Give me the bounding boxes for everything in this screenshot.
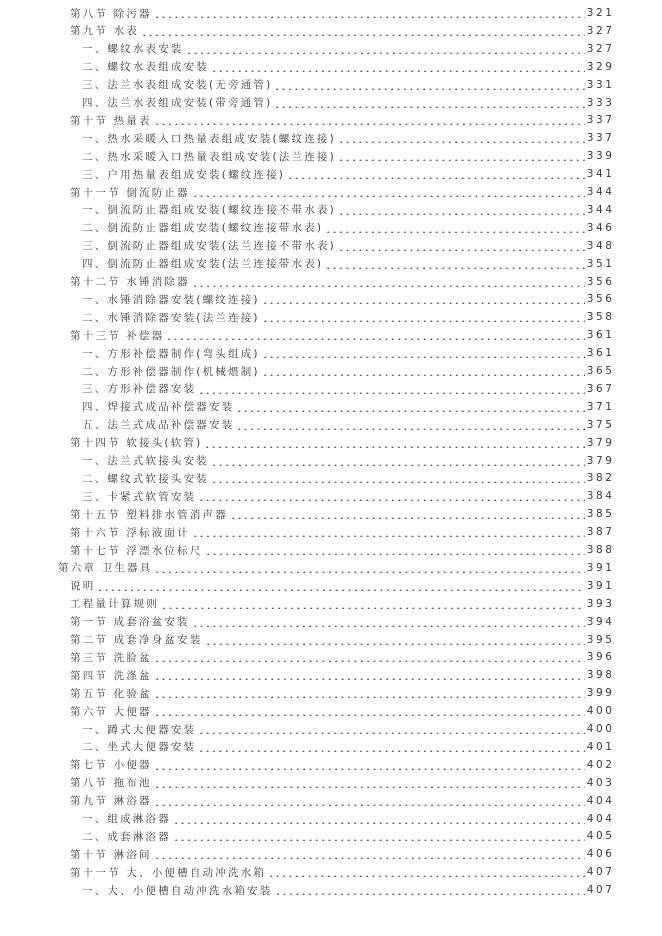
toc-subsection-entry bbox=[82, 487, 615, 505]
toc-entry-title: 四、倒流防止器组成安装(法兰连接带水表) bbox=[82, 258, 324, 271]
toc-section-entry bbox=[70, 845, 615, 863]
toc-section-entry bbox=[70, 505, 615, 523]
toc-entry-title: 第六节 大便器 bbox=[70, 705, 152, 718]
dot-leader bbox=[287, 169, 585, 179]
toc-entry-title: 二、方形补偿器制作(机械煨制) bbox=[82, 365, 260, 378]
toc-page-number: 327 bbox=[586, 24, 615, 37]
toc-entry-title: 第十四节 软接头(软管) bbox=[70, 437, 203, 450]
toc-section-entry bbox=[70, 631, 615, 649]
dot-leader bbox=[192, 617, 585, 627]
toc-entry-title: 一、水锤消除器安装(螺纹连接) bbox=[82, 293, 260, 306]
toc-entry-title: 第十六节 浮标液面计 bbox=[70, 526, 190, 539]
toc-entry-title: 第十节 热量表 bbox=[70, 114, 152, 127]
toc-subsection-entry bbox=[82, 827, 615, 845]
toc-page-number: 344 bbox=[586, 186, 615, 198]
toc-entry-title: 第九节 水表 bbox=[70, 25, 140, 38]
toc-entry-title: 第十二节 水锤消除器 bbox=[70, 276, 190, 288]
toc-entry-title: 第一节 成套浴盆安装 bbox=[70, 616, 190, 629]
toc-page-number: 406 bbox=[586, 848, 615, 861]
dot-leader bbox=[262, 366, 585, 376]
toc-section-entry bbox=[70, 702, 615, 720]
toc-subsection-entry bbox=[82, 255, 615, 273]
toc-subsection-entry bbox=[82, 362, 615, 380]
toc-page-number: 384 bbox=[586, 490, 615, 503]
toc-subsection-entry bbox=[82, 469, 615, 487]
toc-page-number: 371 bbox=[586, 400, 615, 413]
toc-page-number: 361 bbox=[586, 347, 615, 360]
toc-entry-title: 一、组成淋浴器 bbox=[82, 813, 171, 825]
toc-page-number: 358 bbox=[586, 311, 615, 324]
toc-entry-title: 一、倒流防止器组成安装(螺纹连接不带水表) bbox=[82, 204, 336, 217]
toc-page-number: 393 bbox=[586, 597, 615, 610]
toc-section-entry bbox=[70, 523, 615, 541]
toc-page-number: 339 bbox=[586, 150, 615, 163]
dot-leader bbox=[192, 527, 585, 537]
toc-section-entry bbox=[70, 22, 615, 40]
toc-section-entry bbox=[70, 774, 615, 792]
toc-page-number: 391 bbox=[586, 561, 615, 574]
toc-section-entry bbox=[70, 4, 615, 22]
toc-entry-title: 二、水锤消除器安装(法兰连接) bbox=[82, 311, 260, 324]
dot-leader bbox=[154, 563, 584, 573]
toc-page-number: 331 bbox=[586, 78, 615, 91]
toc-entry-title: 第十七节 浮漂水位标尺 bbox=[70, 544, 203, 557]
toc-page-number: 396 bbox=[586, 651, 615, 664]
toc-page-number: 403 bbox=[586, 776, 615, 789]
dot-leader bbox=[154, 778, 585, 788]
dot-leader bbox=[205, 635, 585, 645]
toc-entry-title: 一、螺纹水表安装 bbox=[82, 43, 184, 56]
toc-page-number: 401 bbox=[586, 740, 615, 753]
toc-entry-title: 第四节 洗涤盆 bbox=[70, 669, 152, 682]
toc-entry-title: 三、户用热量表组成安装(螺纹连接) bbox=[82, 168, 286, 181]
toc-page-number: 400 bbox=[586, 723, 615, 735]
toc-entry-title: 第五节 化验盆 bbox=[70, 687, 152, 700]
toc-subsection-entry bbox=[82, 738, 615, 756]
toc-page-number: 387 bbox=[586, 526, 615, 539]
toc-entry-title: 一、大、小便槽自动冲洗水箱安装 bbox=[82, 884, 273, 897]
toc-page-number: 327 bbox=[586, 42, 615, 55]
dot-leader bbox=[211, 62, 585, 72]
toc-page-number: 402 bbox=[586, 758, 615, 771]
toc-page-number: 321 bbox=[586, 7, 615, 19]
dot-leader bbox=[154, 115, 585, 125]
toc-subsection-entry bbox=[82, 720, 615, 738]
toc-subsection-entry bbox=[82, 165, 615, 183]
toc-entry-title: 第十三节 补偿器 bbox=[70, 329, 165, 342]
toc-page-number: 379 bbox=[586, 436, 615, 449]
toc-entry-title: 第十节 淋浴间 bbox=[70, 848, 152, 861]
toc-page-number: 388 bbox=[586, 544, 615, 556]
dot-leader bbox=[211, 456, 585, 466]
toc-entry-title: 第八节 拖布池 bbox=[70, 777, 152, 790]
dot-leader bbox=[262, 348, 585, 358]
toc-subsection-entry bbox=[82, 308, 615, 326]
toc-subsection-entry bbox=[82, 76, 615, 94]
toc-page-number: 398 bbox=[586, 669, 615, 682]
toc-page-number: 405 bbox=[586, 830, 615, 843]
toc-entry-title: 一、法兰式软接头安装 bbox=[82, 455, 209, 467]
dot-leader bbox=[154, 796, 585, 806]
dot-leader bbox=[275, 885, 585, 895]
toc-subsection-entry bbox=[82, 129, 615, 147]
toc-page-number: 367 bbox=[586, 382, 615, 395]
dot-leader bbox=[198, 724, 584, 734]
dot-leader bbox=[154, 706, 585, 716]
toc-entry-title: 第十一节 倒流防止器 bbox=[70, 186, 190, 199]
dot-leader bbox=[262, 312, 585, 322]
toc-section-entry bbox=[70, 756, 615, 774]
dot-leader bbox=[338, 241, 585, 251]
dot-leader bbox=[173, 831, 585, 841]
toc-page-number: 394 bbox=[586, 615, 615, 628]
toc-page-number: 391 bbox=[586, 579, 615, 592]
toc-section-entry bbox=[70, 111, 615, 129]
dot-leader bbox=[262, 294, 585, 304]
toc-section-entry bbox=[70, 577, 615, 595]
toc-entry-title: 第八节 除污器 bbox=[70, 7, 152, 20]
toc-entry-title: 二、倒流防止器组成安装(螺纹连接带水表) bbox=[82, 222, 324, 235]
toc-page-number: 404 bbox=[586, 812, 615, 825]
toc-chapter-entry bbox=[58, 559, 615, 577]
toc-page-number: 344 bbox=[586, 203, 615, 216]
dot-leader bbox=[154, 688, 585, 698]
dot-leader bbox=[154, 652, 585, 662]
toc-subsection-entry bbox=[82, 344, 615, 362]
toc-page-number: 333 bbox=[586, 96, 615, 109]
toc-subsection-entry bbox=[82, 40, 615, 58]
dot-leader bbox=[192, 187, 585, 197]
toc-page-number: 365 bbox=[586, 365, 615, 377]
toc-page-number: 395 bbox=[586, 633, 615, 646]
dot-leader bbox=[166, 330, 584, 340]
dot-leader bbox=[198, 742, 584, 752]
toc-section-entry bbox=[70, 434, 615, 452]
dot-leader bbox=[211, 473, 585, 483]
toc-entry-title: 说明 bbox=[70, 580, 96, 593]
dot-leader bbox=[236, 420, 584, 430]
dot-leader bbox=[338, 133, 585, 143]
toc-subsection-entry bbox=[82, 810, 615, 828]
dot-leader bbox=[198, 491, 584, 501]
toc-entry-title: 二、成套淋浴器 bbox=[82, 830, 171, 843]
toc-page-number: 407 bbox=[586, 884, 615, 897]
toc-entry-title: 一、方形补偿器制作(弯头组成) bbox=[82, 347, 260, 360]
toc-section-entry bbox=[70, 326, 615, 344]
dot-leader bbox=[230, 509, 585, 519]
dot-leader bbox=[274, 80, 584, 90]
dot-leader bbox=[154, 8, 585, 18]
toc-section-entry bbox=[70, 541, 615, 559]
toc-section-entry bbox=[70, 273, 615, 291]
toc-page-number: 382 bbox=[586, 472, 615, 485]
toc-subsection-entry bbox=[82, 237, 615, 255]
toc-section-entry bbox=[70, 684, 615, 702]
toc-section-entry bbox=[70, 863, 615, 881]
toc-page-number: 337 bbox=[586, 132, 615, 145]
dot-leader bbox=[154, 670, 585, 680]
toc-subsection-entry bbox=[82, 201, 615, 219]
dot-leader bbox=[204, 438, 584, 448]
toc-entry-title: 一、蹲式大便器安装 bbox=[82, 723, 197, 736]
toc-entry-title: 第七节 小便器 bbox=[70, 759, 152, 772]
toc-entry-title: 第三节 洗脸盆 bbox=[70, 651, 152, 664]
toc-page-number: 400 bbox=[586, 705, 615, 718]
toc-subsection-entry bbox=[82, 380, 615, 398]
toc-entry-title: 第二节 成套净身盆安装 bbox=[70, 634, 203, 646]
dot-leader bbox=[268, 867, 585, 877]
dot-leader bbox=[338, 151, 585, 161]
dot-leader bbox=[236, 402, 584, 412]
dot-leader bbox=[205, 545, 585, 555]
dot-leader bbox=[141, 26, 585, 36]
toc-page-number: 356 bbox=[586, 293, 615, 306]
toc-page-number: 356 bbox=[586, 275, 615, 288]
toc-entry-title: 五、法兰式成品补偿器安装 bbox=[82, 419, 235, 432]
toc-page-number: 351 bbox=[586, 257, 615, 270]
toc-entry-title: 第十五节 塑料排水管消声器 bbox=[70, 508, 228, 521]
toc-entry-title: 二、热水采暖入口热量表组成安装(法兰连接) bbox=[82, 150, 336, 163]
dot-leader bbox=[154, 849, 585, 859]
toc-entry-title: 二、坐式大便器安装 bbox=[82, 741, 197, 754]
dot-leader bbox=[338, 205, 585, 215]
toc-entry-title: 二、螺纹水表组成安装 bbox=[82, 61, 209, 74]
toc-page-number: 379 bbox=[586, 454, 615, 467]
toc-entry-title: 四、法兰水表组成安装(带旁通管) bbox=[82, 97, 273, 109]
dot-leader bbox=[325, 223, 585, 233]
dot-leader bbox=[173, 814, 585, 824]
toc-section-entry bbox=[70, 183, 615, 201]
toc-entry-title: 一、热水采暖入口热量表组成安装(螺纹连接) bbox=[82, 132, 336, 145]
toc-page-number: 375 bbox=[586, 418, 615, 431]
toc-page-number: 361 bbox=[586, 329, 615, 342]
toc-subsection-entry bbox=[82, 147, 615, 165]
toc-page-number: 404 bbox=[586, 794, 615, 807]
toc-entry-title: 三、方形补偿器安装 bbox=[82, 383, 197, 396]
toc-page-number: 337 bbox=[586, 114, 615, 127]
toc-entry-title: 工程量计算规则 bbox=[70, 598, 159, 611]
toc-entry-title: 三、倒流防止器组成安装(法兰连接不带水表) bbox=[82, 240, 336, 253]
toc-section-entry bbox=[70, 595, 615, 613]
toc-subsection-entry bbox=[82, 452, 615, 470]
toc-page-number: 329 bbox=[586, 60, 615, 73]
toc-section-entry bbox=[70, 613, 615, 631]
toc-subsection-entry bbox=[82, 219, 615, 237]
toc-section-entry bbox=[70, 792, 615, 810]
dot-leader bbox=[97, 581, 584, 591]
toc-page-number: 348 bbox=[586, 239, 615, 252]
toc-entry-title: 三、法兰水表组成安装(无旁通管) bbox=[82, 79, 273, 92]
toc-entry-title: 四、焊接式成品补偿器安装 bbox=[82, 401, 235, 414]
toc-page-number: 399 bbox=[586, 687, 615, 700]
dot-leader bbox=[192, 277, 585, 287]
toc-page-number: 346 bbox=[586, 221, 615, 234]
toc-page-number: 407 bbox=[586, 866, 615, 879]
toc-section-entry bbox=[70, 666, 615, 684]
toc-entry-title: 第六章 卫生器具 bbox=[58, 562, 153, 575]
toc-entry-title: 二、螺纹式软接头安装 bbox=[82, 472, 209, 485]
toc-subsection-entry bbox=[82, 94, 615, 112]
toc-section-entry bbox=[70, 648, 615, 666]
toc-subsection-entry bbox=[82, 881, 615, 899]
dot-leader bbox=[325, 259, 585, 269]
dot-leader bbox=[161, 599, 585, 609]
toc-subsection-entry bbox=[82, 398, 615, 416]
toc-entry-title: 第十一节 大、小便槽自动冲洗水箱 bbox=[70, 866, 267, 879]
dot-leader bbox=[186, 44, 585, 54]
toc-entry-title: 三、卡紧式软管安装 bbox=[82, 490, 197, 503]
dot-leader bbox=[154, 760, 585, 770]
dot-leader bbox=[198, 384, 584, 394]
toc-subsection-entry bbox=[82, 290, 615, 308]
toc-subsection-entry bbox=[82, 416, 615, 434]
toc-page-number: 385 bbox=[586, 508, 615, 521]
toc-entry-title: 第九节 淋浴器 bbox=[70, 795, 152, 808]
toc-subsection-entry bbox=[82, 58, 615, 76]
dot-leader bbox=[274, 98, 584, 108]
toc-page-number: 341 bbox=[586, 168, 615, 181]
